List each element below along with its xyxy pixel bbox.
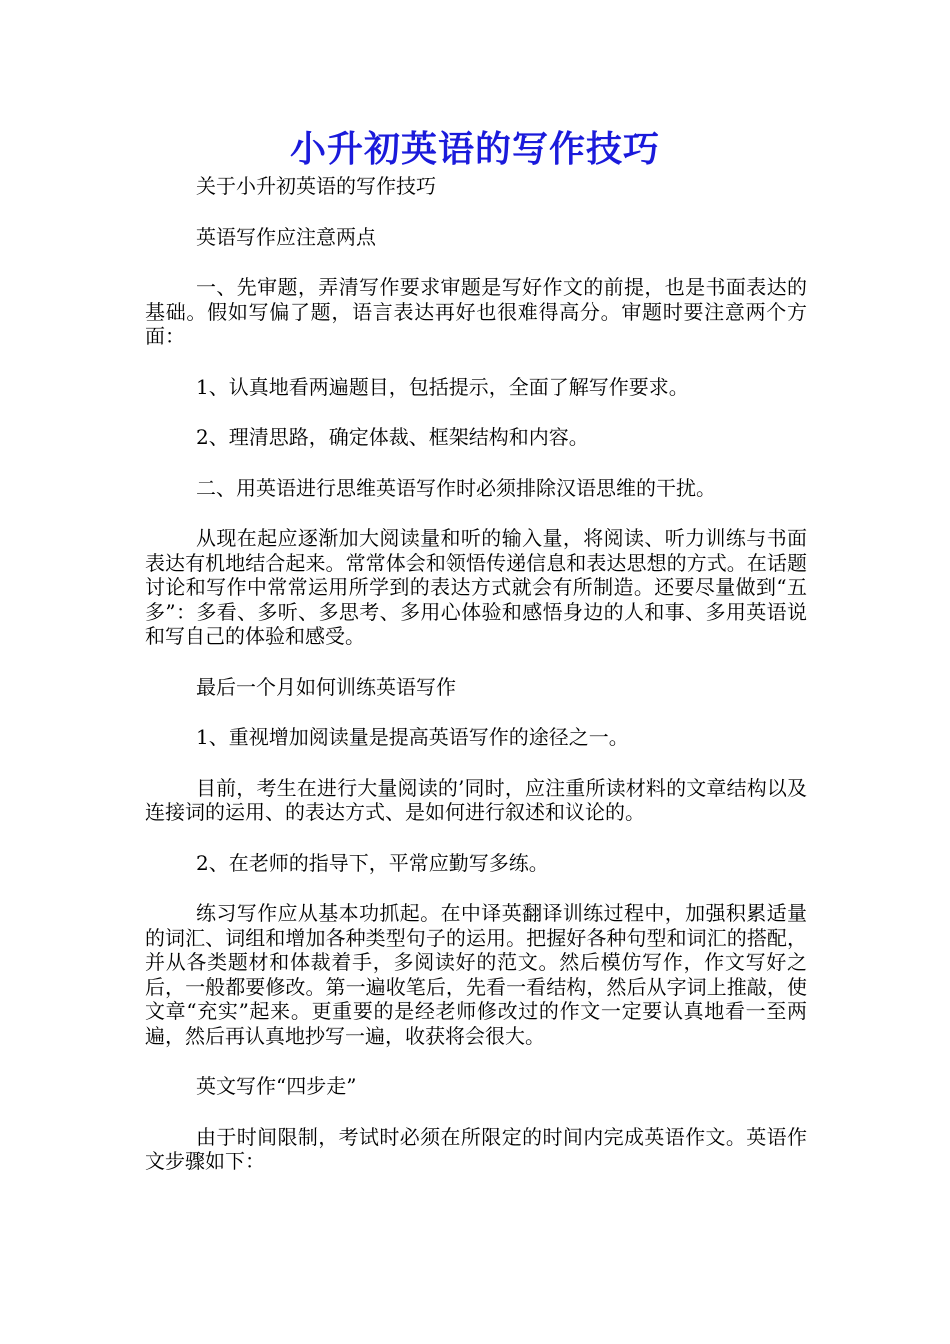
paragraph: 1、重视增加阅读量是提高英语写作的途径之一。 [196, 725, 629, 749]
paragraph: 关于小升初英语的写作技巧 [196, 174, 436, 198]
paragraph: 英文写作“四步走” [196, 1074, 357, 1098]
paragraph: 英语写作应注意两点 [196, 224, 376, 249]
document-title: 小升初英语的写作技巧 [289, 128, 660, 170]
paragraph: 2、在老师的指导下，平常应勤写多练。 [196, 850, 549, 875]
paragraph: 二、用英语进行思维英语写作时必须排除汉语思维的干扰。 [196, 475, 716, 500]
paragraph: 最后一个月如何训练英语写作 [196, 674, 456, 699]
paragraph: 一、先审题，弄清写作要求审题是写好作文的前提，也是书面表达的基础。假如写偏了题，语言表达再好也很难得高分。审题时要注意两个方面： [145, 275, 807, 348]
paragraph: 从现在起应逐渐加大阅读量和听的输入量，将阅读、听力训练与书面表达有机地结合起来。常常体会和领悟传递信息和表达思想的方式。在话题讨论和写作中常常运用所学到的表达方式就会有所制造。还要尽量做到“五多”：多看、多听、多思考、多用心体验和感悟身边的人和事、多用英语说和写自己的体验和感受。 [145, 526, 807, 648]
paragraph: 2、理清思路，确定体裁、框架结构和内容。 [196, 425, 589, 449]
paragraph: 目前，考生在进行大量阅读的’同时，应注重所读材料的文章结构以及连接词的运用、的表达方式、是如何进行叙述和议论的。 [145, 775, 807, 824]
paragraph: 由于时间限制，考试时必须在所限定的时间内完成英语作文。英语作文步骤如下： [145, 1124, 807, 1173]
paragraph: 1、认真地看两遍题目，包括提示，全面了解写作要求。 [196, 374, 689, 399]
paragraph: 练习写作应从基本功抓起。在中译英翻译训练过程中，加强积累适量的词汇、词组和增加各种类型句子的运用。把握好各种句型和词汇的搭配，并从各类题材和体裁着手，多阅读好的范文。然后模仿写作，作文写好之后，一般都要修改。第一遍收笔后，先看一看结构，然后从字词上推敲，使文章“充实”起来。更重要的是经老师修改过的作文一定要认真地看一至两遍，然后再认真地抄写一遍，收获将会很大。 [145, 901, 807, 1048]
document-body [145, 174, 807, 1200]
